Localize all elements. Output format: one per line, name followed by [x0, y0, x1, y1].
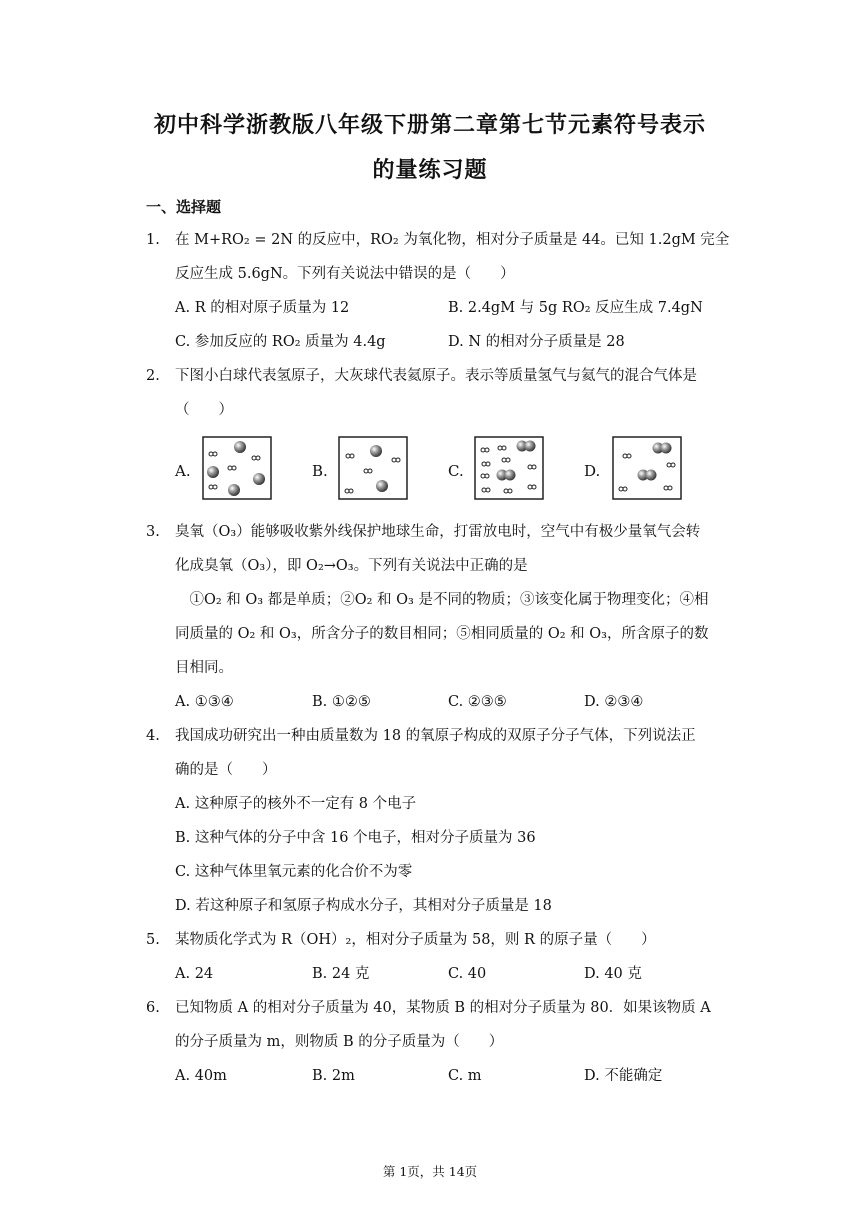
- option-a: A. 这种原子的核外不一定有 8 个电子: [175, 796, 417, 812]
- option-b: B. ①②⑤: [312, 694, 371, 710]
- question-text: 化成臭氧（O₃），即 O₂→O₃。下列有关说法中正确的是: [175, 558, 528, 574]
- question-number: 3.: [146, 524, 160, 540]
- question-text: （ ）: [175, 402, 233, 418]
- question-text: 下图小白球代表氢原子，大灰球代表氦原子。表示等质量氢气与氦气的混合气体是: [175, 368, 697, 384]
- option-b: B. 这种气体的分子中含 16 个电子，相对分子质量为 36: [175, 830, 536, 846]
- option-a-label: A.: [175, 462, 191, 480]
- question-text: 臭氧（O₃）能够吸收紫外线保护地球生命，打雷放电时，空气中有极少量氧气会转: [175, 524, 701, 540]
- page-footer: 第 1页，共 14页: [382, 1164, 478, 1179]
- option-c: C. 参加反应的 RO₂ 质量为 4.4g: [175, 334, 386, 350]
- question-text: 的分子质量为 m，则物质 B 的分子质量为（ ）: [175, 1034, 504, 1050]
- option-d: D. 40 克: [584, 966, 642, 982]
- question-number: 6.: [146, 1000, 160, 1016]
- option-b: B. 2m: [312, 1068, 355, 1084]
- question-number: 2.: [146, 368, 160, 384]
- title-line-2: 的量练习题: [372, 158, 488, 183]
- molecule-box-c-icon: [474, 436, 546, 502]
- option-b: B. 2.4gM 与 5g RO₂ 反应生成 7.4gN: [448, 300, 703, 316]
- option-d: D. 不能确定: [584, 1068, 663, 1084]
- question-text: 目相同。: [175, 660, 233, 676]
- question-text: 反应生成 5.6gN。下列有关说法中错误的是（ ）: [175, 266, 515, 282]
- question-text: ①O₂ 和 O₃ 都是单质；②O₂ 和 O₃ 是不同的物质；③该变化属于物理变化；④相: [175, 592, 709, 608]
- option-c: C. 40: [448, 966, 487, 982]
- title-line-1: 初中科学浙教版八年级下册第二章第七节元素符号表示: [153, 113, 706, 138]
- question-text: 某物质化学式为 R（OH）₂，相对分子质量为 58，则 R 的原子量（ ）: [175, 932, 656, 948]
- question-text: 在 M+RO₂ = 2N 的反应中，RO₂ 为氧化物，相对分子质量是 44。已知 1.2gM 完全: [175, 232, 730, 248]
- molecule-box-d-icon: [612, 436, 684, 502]
- option-a: A. ①③④: [175, 694, 234, 710]
- option-c: C. 这种气体里氧元素的化合价不为零: [175, 864, 413, 880]
- question-text: 同质量的 O₂ 和 O₃，所含分子的数目相同；⑤相同质量的 O₂ 和 O₃，所含原子的数: [175, 626, 709, 642]
- option-b-label: B.: [312, 462, 328, 480]
- option-b: B. 24 克: [312, 966, 370, 982]
- molecule-box-b-icon: [338, 436, 410, 502]
- option-a: A. 24: [175, 966, 214, 982]
- option-d: D. 若这种原子和氢原子构成水分子，其相对分子质量是 18: [175, 898, 552, 914]
- question-text: 我国成功研究出一种由质量数为 18 的氧原子构成的双原子分子气体，下列说法正: [175, 728, 696, 744]
- question-text: 确的是（ ）: [175, 762, 277, 778]
- option-a: A. R 的相对原子质量为 12: [175, 300, 350, 316]
- option-a: A. 40m: [175, 1068, 227, 1084]
- option-d-label: D.: [584, 462, 601, 480]
- question-number: 1.: [146, 232, 160, 248]
- question-text: 已知物质 A 的相对分子质量为 40，某物质 B 的相对分子质量为 80．如果该物质 A: [175, 1000, 711, 1016]
- molecule-box-a-icon: [202, 436, 274, 502]
- section-heading: 一、选择题: [146, 198, 222, 216]
- option-d: D. ②③④: [584, 694, 644, 710]
- option-c-label: C.: [448, 462, 464, 480]
- option-c: C. m: [448, 1068, 482, 1084]
- question-number: 5.: [146, 932, 160, 948]
- option-d: D. N 的相对分子质量是 28: [448, 334, 625, 350]
- option-c: C. ②③⑤: [448, 694, 507, 710]
- question-number: 4.: [146, 728, 160, 744]
